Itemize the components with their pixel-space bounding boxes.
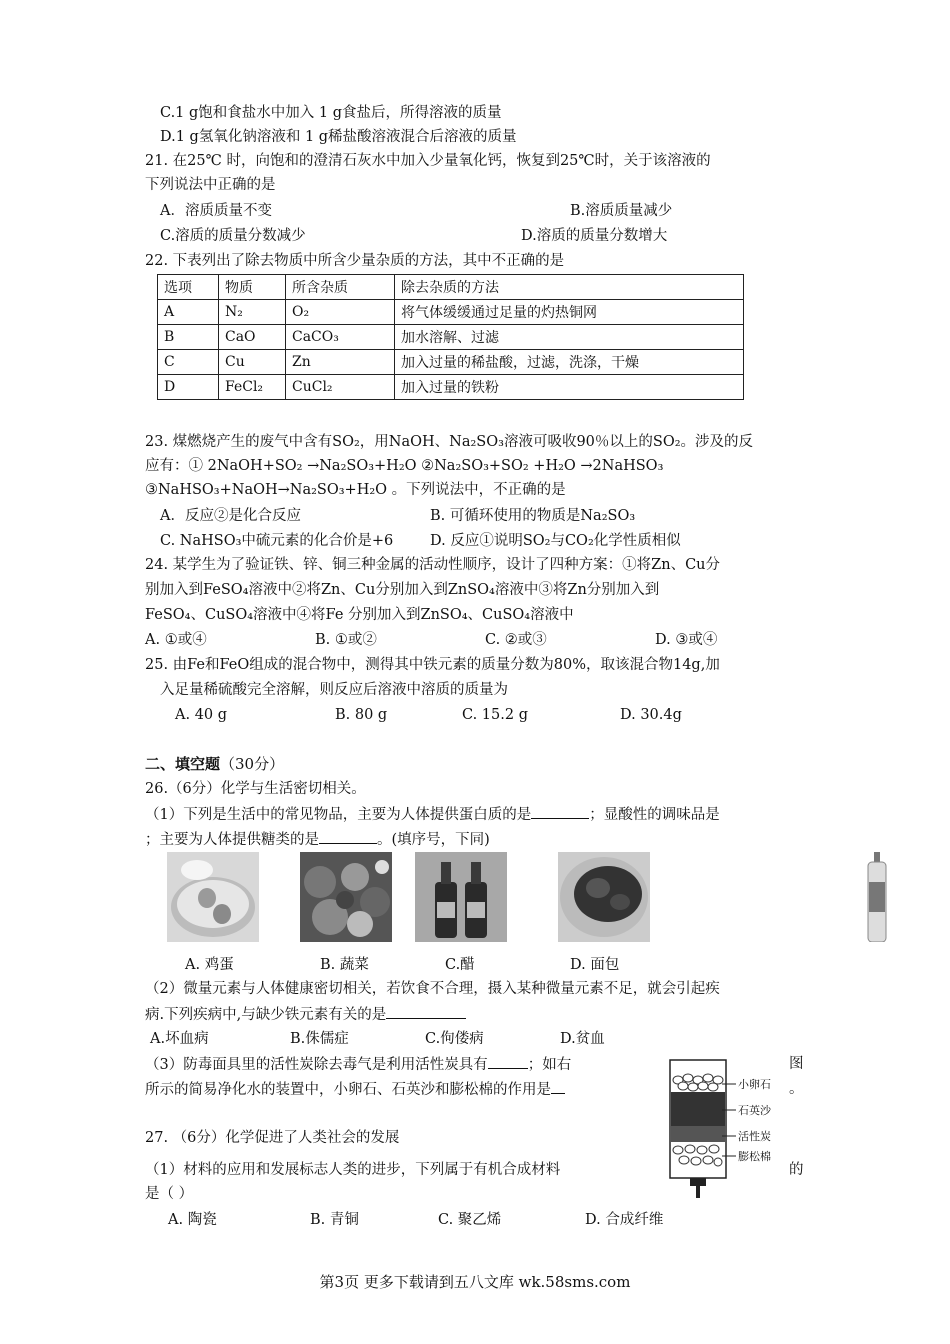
q24-option-a: A. ①或④ bbox=[145, 632, 207, 648]
q23-stem-line3: ③NaHSO₃+NaOH→Na₂SO₃+H₂O 。下列说法中，不正确的是 bbox=[145, 482, 566, 498]
q27-option-c: C. 聚乙烯 bbox=[438, 1212, 502, 1228]
q27-option-b: B. 青铜 bbox=[310, 1212, 359, 1228]
q26-part3-line2 bbox=[145, 1079, 565, 1100]
table-row bbox=[158, 375, 744, 400]
vinegar-bottle-icon bbox=[415, 852, 507, 942]
vegetables-icon bbox=[300, 852, 392, 942]
q27-part1-line1: （1）材料的应用和发展标志人类的进步，下列属于有机合成材料 bbox=[145, 1162, 561, 1178]
q26-part3-text: （3）防毒面具里的活性炭除去毒气是利用活性炭具有 bbox=[145, 1057, 488, 1073]
bread-icon bbox=[558, 852, 650, 942]
section-title: 二、填空题 bbox=[145, 755, 221, 773]
bread-image bbox=[558, 852, 650, 942]
table-cell: D bbox=[158, 375, 219, 400]
detergent-bottle-image bbox=[866, 852, 888, 942]
table-header-row bbox=[158, 275, 744, 300]
table-header-cell: 所含杂质 bbox=[286, 275, 395, 300]
q21-stem-line2: 下列说法中正确的是 bbox=[145, 177, 276, 193]
table-cell: 加入过量的稀盐酸，过滤，洗涤，干燥 bbox=[395, 350, 744, 375]
q25-stem-line1: 25. 由Fe和FeO组成的混合物中，测得其中铁元素的质量分数为80%，取该混合物14g,加 bbox=[145, 657, 720, 673]
table-cell: Zn bbox=[286, 350, 395, 375]
table-header-cell: 除去杂质的方法 bbox=[395, 275, 744, 300]
q24-option-b: B. ①或② bbox=[315, 632, 377, 648]
answer-blank[interactable] bbox=[319, 829, 377, 844]
filter-label-cotton: 膨松棉 bbox=[738, 1150, 771, 1163]
q23-stem-line2: 应有：① 2NaOH+SO₂ →Na₂SO₃+H₂O ②Na₂SO₃+SO₂ +H₂O →2NaHSO₃ bbox=[145, 458, 664, 474]
bottle-icon bbox=[866, 852, 888, 942]
q26-part1-text-b: ；显酸性的调味品是 bbox=[589, 807, 720, 823]
q26-part2-text: 病.下列疾病中,与缺少铁元素有关的是 bbox=[145, 1007, 387, 1023]
q24-stem-line2: 别加入到FeSO₄溶液中②将Zn、Cu分别加入到ZnSO₄溶液中③将Zn分别加入到 bbox=[145, 582, 660, 598]
q25-option-d: D. 30.4g bbox=[620, 707, 682, 723]
q26-part2-option-d: D.贫血 bbox=[560, 1031, 605, 1047]
q26-part2-line2 bbox=[145, 1004, 466, 1025]
table-cell: CaCO₃ bbox=[286, 325, 395, 350]
table-row bbox=[158, 350, 744, 375]
q26-part3-tu: 图 bbox=[789, 1056, 804, 1072]
table-cell: B bbox=[158, 325, 219, 350]
q27-part1-line2: 是（ ） bbox=[145, 1186, 194, 1202]
q21-option-d: D.溶质的质量分数增大 bbox=[521, 228, 668, 244]
table-cell: CuCl₂ bbox=[286, 375, 395, 400]
q26-part1-text-c: ；主要为人体提供糖类的是 bbox=[145, 832, 319, 848]
table-row bbox=[158, 300, 744, 325]
filter-label-pebbles: 小卵石 bbox=[738, 1078, 771, 1091]
q26-part2-option-a: A.坏血病 bbox=[150, 1031, 209, 1047]
q26-part2-option-c: C.佝偻病 bbox=[425, 1031, 484, 1047]
q26-part3-line1 bbox=[145, 1054, 571, 1075]
table-cell: N₂ bbox=[219, 300, 286, 325]
q26-part3-text-b: ；如右 bbox=[527, 1057, 572, 1073]
water-filter-icon bbox=[660, 1052, 780, 1202]
q25-option-a: A. 40 g bbox=[175, 707, 228, 723]
q24-option-c: C. ②或③ bbox=[485, 632, 547, 648]
section-heading bbox=[145, 754, 284, 774]
q26-part1-text-d: 。(填序号，下同) bbox=[377, 832, 490, 848]
table-row bbox=[158, 325, 744, 350]
q23-stem-line1: 23. 煤燃烧产生的废气中含有SO₂，用NaOH、Na₂SO₃溶液可吸收90％以上的SO₂。涉及的反 bbox=[145, 434, 754, 450]
egg-image bbox=[167, 852, 259, 942]
table-cell: 将气体缓缓通过足量的灼热铜网 bbox=[395, 300, 744, 325]
q26-part3-text-c: 所示的简易净化水的装置中，小卵石、石英沙和膨松棉的作用是 bbox=[145, 1082, 551, 1098]
table-cell: C bbox=[158, 350, 219, 375]
q20-option-c: C.1 g饱和食盐水中加入 1 g食盐后，所得溶液的质量 bbox=[160, 105, 502, 121]
table-header-cell: 物质 bbox=[219, 275, 286, 300]
q26-part3-end: 。 bbox=[789, 1081, 804, 1097]
q26-part1-text: （1）下列是生活中的常见物品，主要为人体提供蛋白质的是 bbox=[145, 807, 532, 823]
q26-part2-option-b: B.侏儒症 bbox=[290, 1031, 349, 1047]
q20-option-d: D.1 g氢氧化钠溶液和 1 g稀盐酸溶液混合后溶液的质量 bbox=[160, 129, 517, 145]
picture-label-c: C.醋 bbox=[445, 957, 475, 973]
q26-part2-line1: （2）微量元素与人体健康密切相关，若饮食不合理，摄入某种微量元素不足，就会引起疾 bbox=[145, 981, 720, 997]
table-cell: 加入过量的铁粉 bbox=[395, 375, 744, 400]
q27-option-a: A. 陶瓷 bbox=[168, 1212, 217, 1228]
egg-icon bbox=[167, 852, 259, 942]
q24-option-d: D. ③或④ bbox=[655, 632, 718, 648]
q23-option-b: B. 可循环使用的物质是Na₂SO₃ bbox=[430, 508, 636, 524]
q24-stem-line1: 24. 某学生为了验证铁、锌、铜三种金属的活动性顺序，设计了四种方案：①将Zn、Cu分 bbox=[145, 557, 721, 573]
table-cell: FeCl₂ bbox=[219, 375, 286, 400]
q23-option-d: D. 反应①说明SO₂与CO₂化学性质相似 bbox=[430, 533, 681, 549]
q21-option-c: C.溶质的质量分数减少 bbox=[160, 228, 306, 244]
q26-stem: 26.（6分）化学与生活密切相关。 bbox=[145, 781, 366, 797]
picture-label-d: D. 面包 bbox=[570, 957, 620, 973]
q27-option-d: D. 合成纤维 bbox=[585, 1212, 664, 1228]
table-cell: CaO bbox=[219, 325, 286, 350]
page-footer: 第3页 更多下载请到五八文库 wk.58sms.com bbox=[319, 1273, 631, 1291]
vegetables-image bbox=[300, 852, 392, 942]
q25-stem-line2: 入足量稀硫酸完全溶解，则反应后溶液中溶质的质量为 bbox=[160, 682, 508, 698]
filter-label-carbon: 活性炭 bbox=[738, 1130, 771, 1143]
answer-blank[interactable] bbox=[551, 1079, 565, 1094]
q27-stem: 27. （6分）化学促进了人类社会的发展 bbox=[145, 1130, 400, 1146]
section-score: （30分） bbox=[220, 755, 285, 773]
q23-option-a: A．反应②是化合反应 bbox=[160, 508, 301, 524]
table-cell: 加水溶解、过滤 bbox=[395, 325, 744, 350]
q21-option-a: A．溶质质量不变 bbox=[160, 203, 272, 219]
q24-stem-line3: FeSO₄、CuSO₄溶液中④将Fe 分别加入到ZnSO₄、CuSO₄溶液中 bbox=[145, 607, 574, 623]
q25-option-c: C. 15.2 g bbox=[462, 707, 528, 723]
table-cell: O₂ bbox=[286, 300, 395, 325]
q25-option-b: B. 80 g bbox=[335, 707, 388, 723]
answer-blank[interactable] bbox=[531, 804, 589, 819]
q21-stem-line1: 21. 在25℃ 时，向饱和的澄清石灰水中加入少量氧化钙，恢复到25℃时，关于该溶液的 bbox=[145, 153, 711, 169]
table-cell: A bbox=[158, 300, 219, 325]
q27-part1-de: 的 bbox=[789, 1162, 804, 1178]
q22-stem: 22. 下表列出了除去物质中所含少量杂质的方法，其中不正确的是 bbox=[145, 253, 565, 269]
table-cell: Cu bbox=[219, 350, 286, 375]
q26-part1-line2 bbox=[145, 829, 490, 850]
q26-part1-line1 bbox=[145, 804, 720, 825]
q23-option-c: C. NaHSO₃中硫元素的化合价是+6 bbox=[160, 533, 394, 549]
water-filter-diagram bbox=[660, 1052, 780, 1202]
picture-label-b: B. 蔬菜 bbox=[320, 957, 369, 973]
table-header-cell: 选项 bbox=[158, 275, 219, 300]
answer-blank[interactable] bbox=[386, 1004, 466, 1019]
impurity-table bbox=[157, 274, 744, 400]
filter-label-sand: 石英沙 bbox=[738, 1104, 771, 1117]
answer-blank[interactable] bbox=[488, 1054, 528, 1069]
picture-label-a: A. 鸡蛋 bbox=[185, 957, 234, 973]
q21-option-b: B.溶质质量减少 bbox=[570, 203, 673, 219]
vinegar-image bbox=[415, 852, 507, 942]
